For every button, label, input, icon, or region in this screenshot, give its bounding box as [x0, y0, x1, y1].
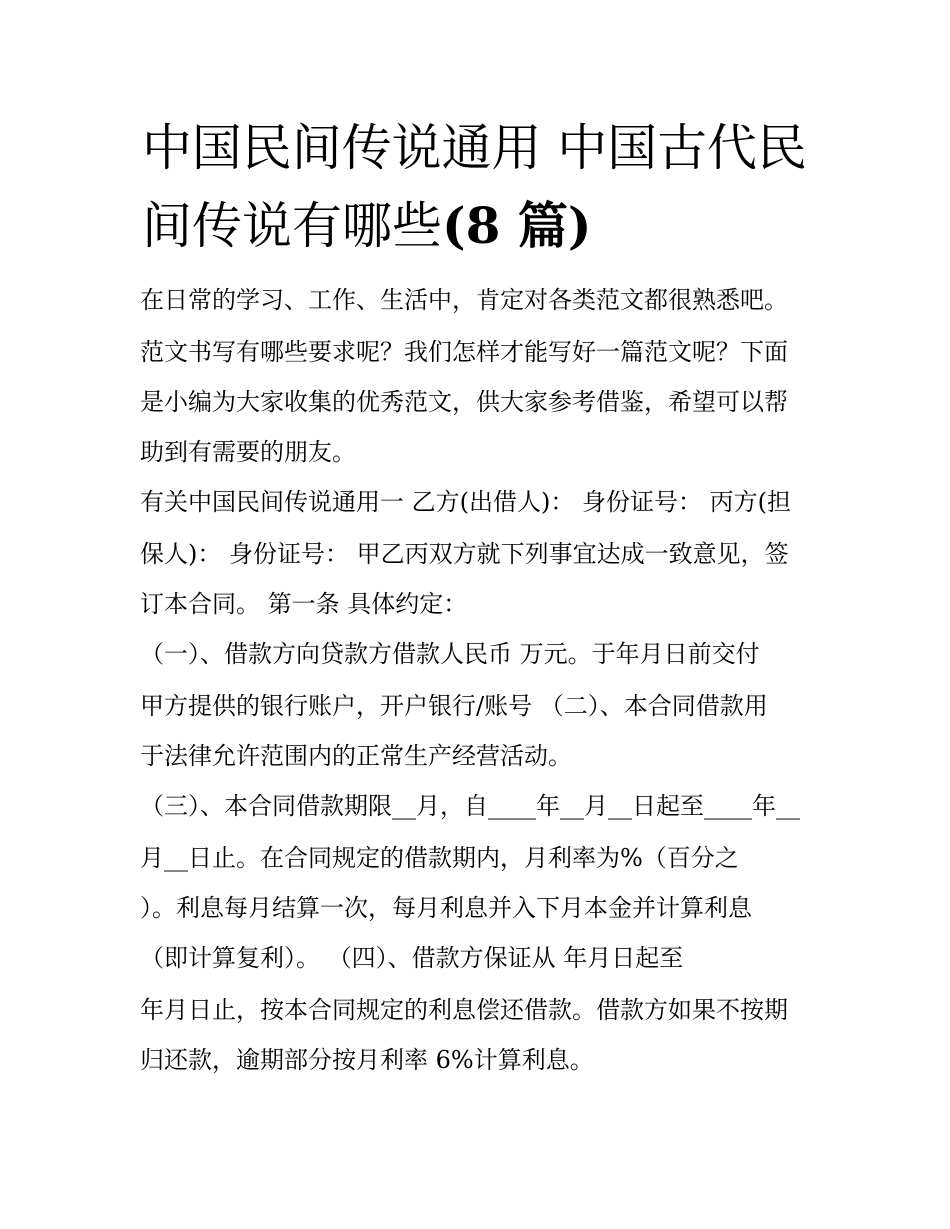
title-text-2: 间传说有哪些 [142, 197, 442, 255]
body-line-2: 范文书写有哪些要求呢？我们怎样才能写好一篇范文呢？下面 [140, 338, 788, 366]
body-line-13: ）。利息每月结算一次，每月利息并入下月本金并计算利息 [140, 894, 752, 922]
body-line-9: 甲方提供的银行账户，开户银行/账号 （二）、本合同借款用 [140, 692, 768, 720]
body-line-7: 订本合同。 第一条 具体约定： [140, 590, 468, 618]
body-line-5: 有关中国民间传说通用一 乙方(出借人)： 身份证号： 丙方(担 [140, 488, 791, 516]
body-line-12: 月__日止。在合同规定的借款期内，月利率为%（百分之 [140, 844, 739, 872]
body-line-10: 于法律允许范围内的正常生产经营活动。 [140, 742, 572, 770]
body-line-1: 在日常的学习、工作、生活中，肯定对各类范文都很熟悉吧。 [140, 286, 788, 314]
body-line-3: 是小编为大家收集的优秀范文，供大家参考借鉴，希望可以帮 [140, 388, 788, 416]
title-text-1: 中国民间传说通用 中国古代民 [142, 119, 807, 177]
title-line-2 [142, 196, 592, 256]
body-line-4: 助到有需要的朋友。 [140, 438, 356, 466]
body-line-8: （一）、借款方向贷款方借款人民币 万元。于年月日前交付 [140, 640, 760, 668]
body-line-14: （即计算复利）。 （四）、借款方保证从 年月日起至 [140, 944, 684, 972]
body-line-11: （三）、本合同借款期限__月，自____年__月__日起至____年__ [140, 792, 800, 820]
body-line-16: 归还款，逾期部分按月利率 6%计算利息。 [140, 1046, 594, 1074]
body-line-6: 保人)： 身份证号： 甲乙丙双方就下列事宜达成一致意见，签 [140, 540, 789, 568]
title-count: (8 篇) [442, 196, 592, 255]
body-line-15: 年月日止，按本合同规定的利息偿还借款。借款方如果不按期 [140, 996, 788, 1024]
title-line-1 [142, 118, 807, 178]
